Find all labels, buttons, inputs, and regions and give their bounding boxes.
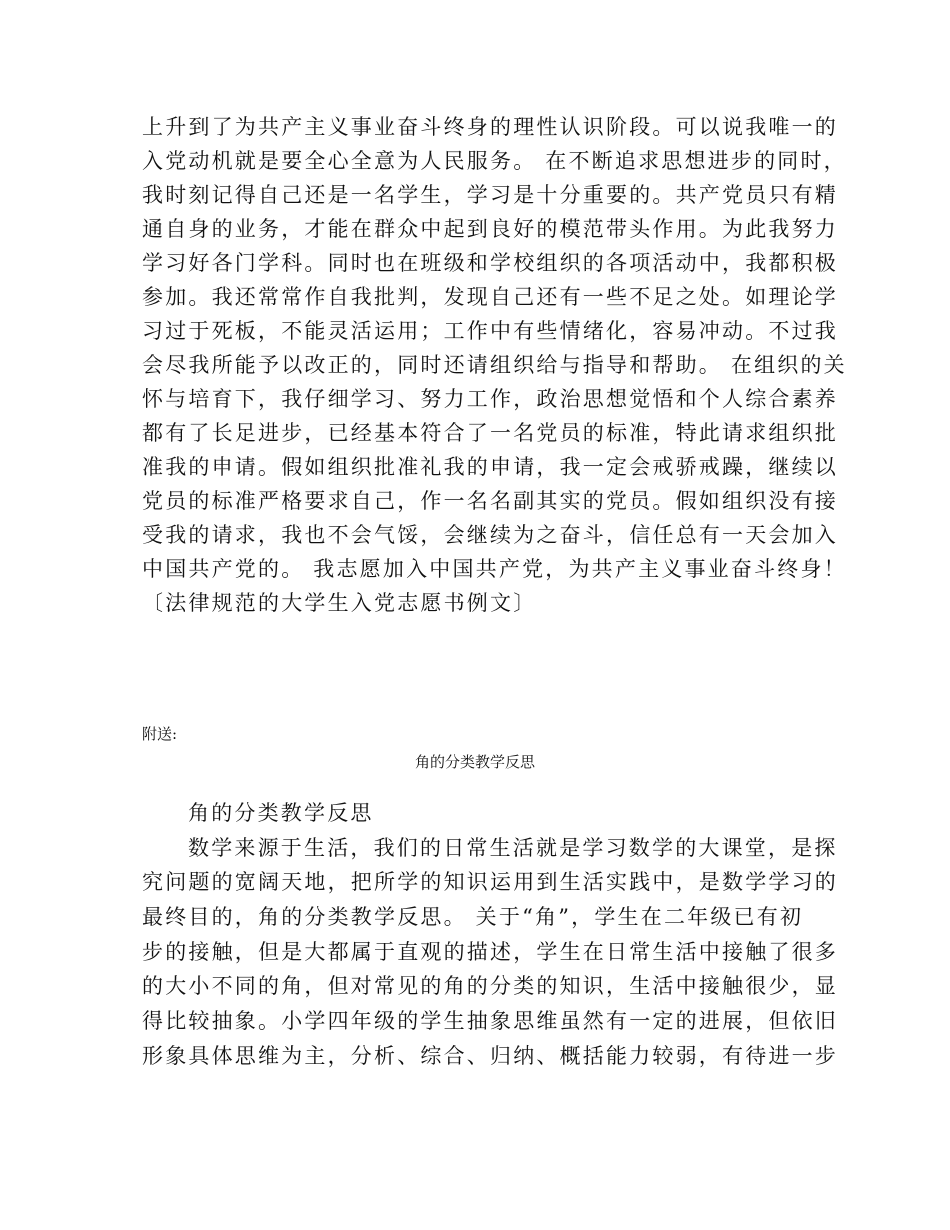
- letter-body: [142, 110, 847, 620]
- text-line: 准我的申请。假如组织批准礼我的申请，我一定会戒骄戒躁，继续以: [142, 455, 838, 479]
- text-line: 步的接触，但是大都属于直观的描述，学生在日常生活中接触了很多: [142, 939, 838, 964]
- text-line: 究问题的宽阔天地，把所学的知识运用到生活实践中，是数学学习的: [142, 870, 838, 895]
- text-line: 学习好各门学科。同时也在班级和学校组织的各项活动中，我都积极: [142, 251, 838, 275]
- text-line: 习过于死板，不能灵活运用；工作中有些情绪化，容易冲动。不过我: [142, 319, 838, 343]
- text-line: 会尽我所能予以改正的，同时还请组织给与指导和帮助。 在组织的关: [142, 353, 847, 377]
- appendix-label: 附送:: [142, 725, 178, 743]
- text-line: 入党动机就是要全心全意为人民服务。 在不断追求思想进步的同时，: [142, 149, 847, 173]
- text-line: 数学来源于生活，我们的日常生活就是学习数学的大课堂，是探: [188, 835, 838, 860]
- text-line: 党员的标准严格要求自己，作一名名副其实的党员。假如组织没有接: [142, 489, 838, 513]
- text-line: 最终目的，角的分类教学反思。 关于“角”，学生在二年级已有初: [142, 905, 804, 930]
- text-line: 都有了长足进步，已经基本符合了一名党员的标准，特此请求组织批: [142, 421, 838, 445]
- article-heading: 角的分类教学反思: [188, 801, 374, 825]
- text-line: 得比较抽象。小学四年级的学生抽象思维虽然有一定的进展，但依旧: [142, 1009, 838, 1034]
- article-title: 角的分类教学反思: [414, 753, 535, 771]
- text-line: 中国共产党的。 我志愿加入中国共产党，为共产主义事业奋斗终身！: [142, 557, 847, 581]
- text-line: 通自身的业务，才能在群众中起到良好的模范带头作用。为此我努力: [142, 217, 838, 241]
- text-line: 的大小不同的角，但对常见的角的分类的知识，生活中接触很少，显: [142, 974, 838, 999]
- text-line: 我时刻记得自己还是一名学生，学习是十分重要的。共产党员只有精: [142, 183, 838, 207]
- text-line: 〔法律规范的大学生入党志愿书例文〕: [142, 591, 537, 615]
- article-body: [142, 796, 838, 1074]
- text-line: 受我的请求，我也不会气馁，会继续为之奋斗，信任总有一天会加入: [142, 523, 838, 547]
- text-line: 形象具体思维为主，分析、综合、归纳、概括能力较弱，有待进一步: [142, 1043, 838, 1068]
- text-line: 上升到了为共产主义事业奋斗终身的理性认识阶段。可以说我唯一的: [142, 115, 838, 139]
- text-line: 怀与培育下，我仔细学习、努力工作，政治思想觉悟和个人综合素养: [142, 387, 838, 411]
- text-line: 参加。我还常常作自我批判，发现自己还有一些不足之处。如理论学: [142, 285, 838, 309]
